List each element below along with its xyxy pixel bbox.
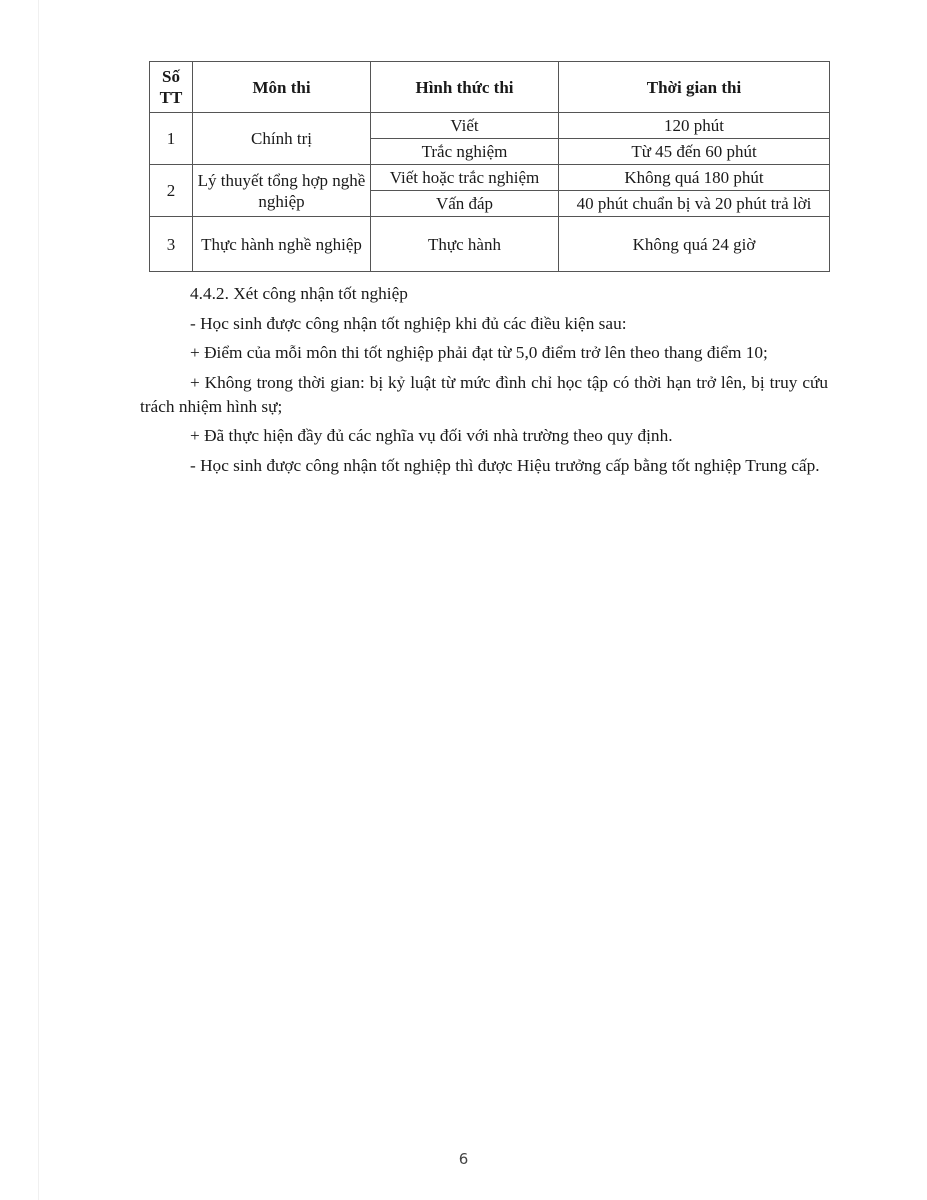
row-stt: 3 bbox=[150, 217, 193, 272]
header-time: Thời gian thi bbox=[559, 62, 830, 113]
table-row bbox=[150, 217, 830, 272]
row-time: Không quá 180 phút bbox=[559, 165, 830, 191]
row-time: Không quá 24 giờ bbox=[559, 217, 830, 272]
section-heading: 4.4.2. Xét công nhận tốt nghiệp bbox=[190, 284, 408, 303]
row-subject: Lý thuyết tổng hợp nghề nghiệp bbox=[193, 165, 371, 217]
paragraph: + Đã thực hiện đầy đủ các nghĩa vụ đối với nhà trường theo quy định. bbox=[190, 426, 673, 446]
header-stt: Số TT bbox=[150, 62, 193, 113]
row-form: Vấn đáp bbox=[371, 191, 559, 217]
row-stt: 1 bbox=[150, 113, 193, 165]
paragraph: - Học sinh được công nhận tốt nghiệp thì được Hiệu trưởng cấp bằng tốt nghiệp Trung cấp. bbox=[190, 455, 820, 475]
page-edge bbox=[38, 0, 39, 1200]
table-row bbox=[150, 165, 830, 191]
row-stt: 2 bbox=[150, 165, 193, 217]
row-time: 40 phút chuẩn bị và 20 phút trả lời bbox=[559, 191, 830, 217]
table-header-row bbox=[150, 62, 830, 113]
row-time: 120 phút bbox=[559, 113, 830, 139]
table-row bbox=[150, 113, 830, 139]
row-form: Thực hành bbox=[371, 217, 559, 272]
row-time: Từ 45 đến 60 phút bbox=[559, 139, 830, 165]
paragraph: + Điểm của mỗi môn thi tốt nghiệp phải đạt từ 5,0 điểm trở lên theo thang điểm 10; bbox=[190, 343, 768, 363]
row-form: Trắc nghiệm bbox=[371, 139, 559, 165]
header-form: Hình thức thi bbox=[371, 62, 559, 113]
graduation-section bbox=[140, 282, 828, 484]
row-form: Viết bbox=[371, 113, 559, 139]
row-form: Viết hoặc trắc nghiệm bbox=[371, 165, 559, 191]
exam-schedule-table bbox=[149, 61, 830, 272]
header-subject: Môn thi bbox=[193, 62, 371, 113]
paragraph: + Không trong thời gian: bị kỷ luật từ mức đình chỉ học tập có thời hạn trở lên, bị truy cứu trách nhiệm hình sự; bbox=[140, 372, 828, 416]
page-number: 6 bbox=[458, 1150, 469, 1168]
row-subject: Thực hành nghề nghiệp bbox=[193, 217, 371, 272]
row-subject: Chính trị bbox=[193, 113, 371, 165]
paragraph: - Học sinh được công nhận tốt nghiệp khi đủ các điều kiện sau: bbox=[190, 313, 627, 333]
